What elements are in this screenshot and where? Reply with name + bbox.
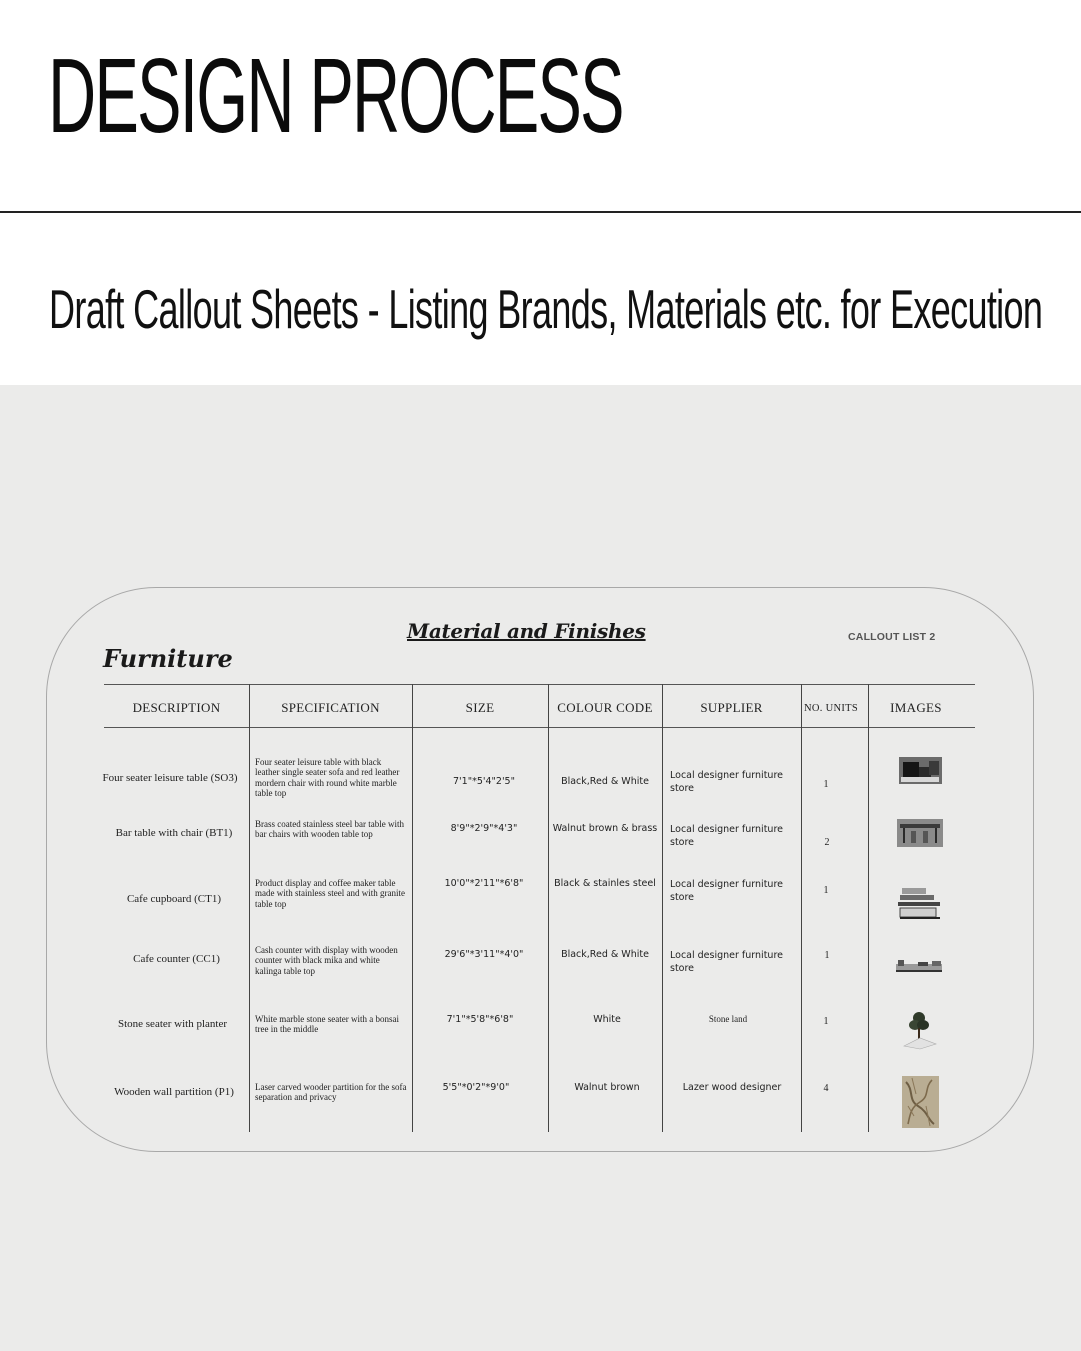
row-supplier: Local designer furniture store [670, 950, 783, 974]
column-divider [548, 684, 549, 1132]
column-header-supplier: SUPPLIER [700, 700, 763, 715]
row-specification: Four seater leisure table with black leather single seater sofa and red leather mordern chair with round white marble table top [255, 757, 400, 799]
stone-seater-image [902, 1010, 938, 1050]
table-header-rule [104, 727, 975, 728]
column-divider [801, 684, 802, 1132]
column-header-units: NO. UNITS [803, 703, 859, 714]
row-description: Wooden wall partition (P1) [114, 1086, 234, 1098]
row-size: 29'6"*3'11"*4'0" [444, 949, 524, 960]
column-header-colour-code: COLOUR CODE [557, 700, 653, 715]
cafe-counter-image [896, 956, 944, 974]
row-supplier: Stone land [708, 1014, 748, 1024]
wooden-partition-image [902, 1076, 939, 1128]
row-supplier: Local designer furniture store [670, 824, 783, 848]
callout-list-label: CALLOUT LIST 2 [848, 631, 936, 643]
column-divider [868, 684, 869, 1132]
header-divider [0, 211, 1081, 213]
page-title: DESIGN PROCESS [48, 37, 623, 155]
row-colour: Black,Red & White [561, 776, 649, 787]
row-colour: White [593, 1014, 621, 1025]
row-specification: Laser carved wooder partition for the sofa separation and privacy [255, 1082, 407, 1103]
row-size: 5'5"*0'2"*9'0" [442, 1082, 510, 1093]
column-divider [249, 684, 250, 1132]
row-units: 1 [823, 1016, 829, 1027]
column-header-description: DESCRIPTION [132, 700, 221, 715]
row-colour: Walnut brown [574, 1082, 640, 1093]
row-specification: Cash counter with display with wooden counter with black mika and white kalinga table top [255, 945, 398, 976]
row-size: 7'1"*5'4"2'5" [453, 776, 515, 787]
table-top-rule [104, 684, 975, 685]
row-specification: White marble stone seater with a bonsai tree in the middle [255, 1014, 399, 1035]
row-units: 4 [823, 1083, 829, 1094]
cafe-cupboard-image [896, 886, 944, 921]
row-specification: Brass coated stainless steel bar table with bar chairs with wooden table top [255, 819, 404, 840]
sheet-title: Material and Finishes [407, 619, 646, 643]
row-units: 1 [824, 950, 830, 961]
column-divider [412, 684, 413, 1132]
header-section [0, 0, 1081, 385]
column-header-images: IMAGES [890, 700, 942, 715]
bar-table-image [897, 819, 943, 847]
row-units: 1 [823, 779, 829, 790]
column-header-size: SIZE [465, 700, 495, 715]
row-description: Cafe counter (CC1) [133, 953, 220, 965]
row-colour: Black & stainles steel [554, 878, 656, 889]
row-supplier: Local designer furniture store [670, 770, 783, 794]
leisure-table-image [899, 757, 942, 784]
row-units: 2 [824, 837, 830, 848]
row-description: Cafe cupboard (CT1) [126, 893, 222, 905]
row-size: 8'9"*2'9"*4'3" [450, 823, 518, 834]
row-size: 7'1"*5'8"*6'8" [446, 1014, 514, 1025]
row-description: Bar table with chair (BT1) [115, 827, 233, 839]
row-colour: Black,Red & White [561, 949, 649, 960]
row-supplier: Local designer furniture store [670, 879, 783, 903]
column-header-specification: SPECIFICATION [281, 700, 380, 715]
row-colour: Walnut brown & brass [552, 823, 658, 834]
row-units: 1 [823, 885, 829, 896]
section-title: Furniture [103, 644, 233, 673]
page-subtitle: Draft Callout Sheets - Listing Brands, Materials etc. for Execution [49, 278, 1043, 340]
row-supplier: Lazer wood designer [682, 1082, 782, 1093]
row-size: 10'0"*2'11"*6'8" [444, 878, 524, 889]
row-description: Four seater leisure table (SO3) [102, 772, 238, 784]
row-specification: Product display and coffee maker table made with stainless steel and with granite table top [255, 878, 405, 909]
column-divider [662, 684, 663, 1132]
row-description: Stone seater with planter [117, 1018, 228, 1030]
